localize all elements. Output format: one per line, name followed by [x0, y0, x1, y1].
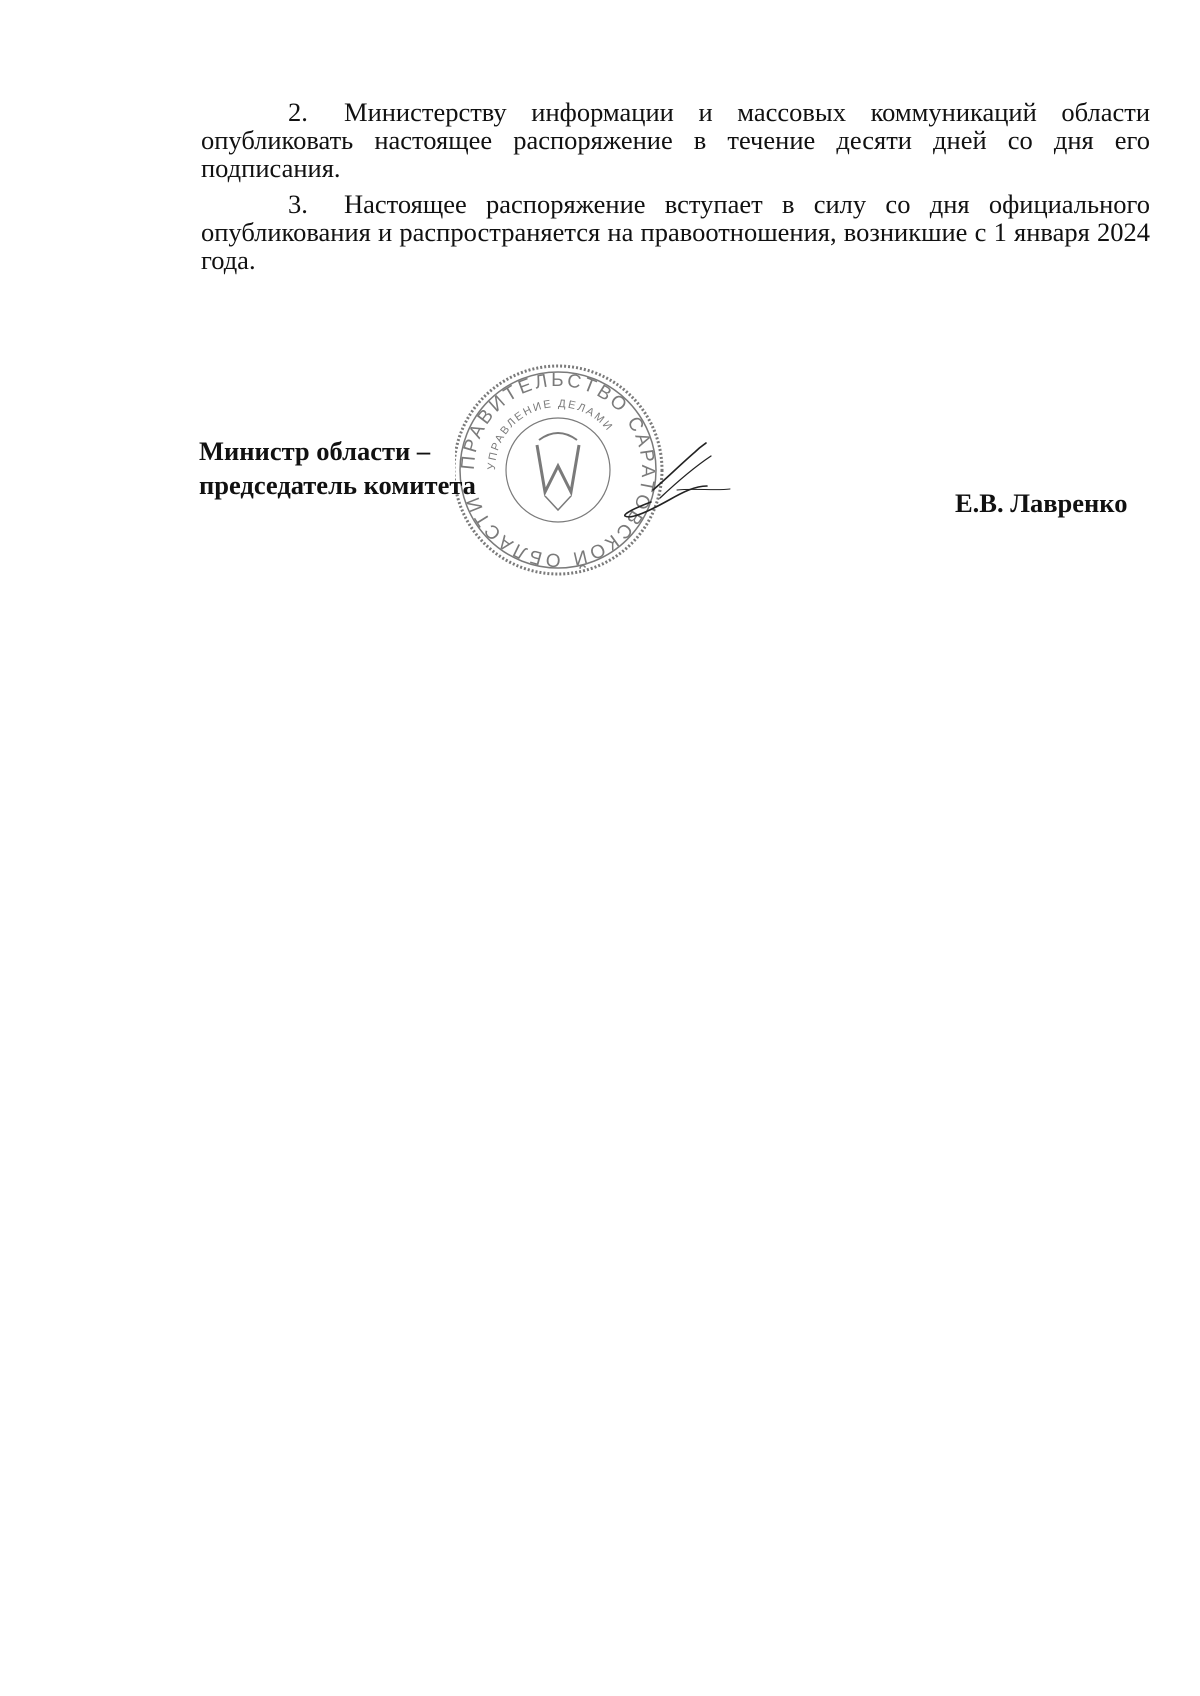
official-seal-stamp [455, 340, 795, 610]
paragraph-2 [201, 98, 1150, 182]
signatory-position-line-1: Министр области – [199, 436, 431, 466]
seal-outer-text: ПРАВИТЕЛЬСТВО САРАТОВСКОЙ ОБЛАСТИ [457, 369, 659, 571]
paragraph-text: Министерству информации и массовых коммуникаций области опубликовать настоящее распоряжение в течение десяти дней со дня его подписания. [201, 97, 1150, 183]
paragraph-text: Настоящее распоряжение вступает в силу со дня официального опубликования и распространяется на правоотношения, возникшие с 1 января 2024 года. [201, 189, 1150, 275]
paragraph-3 [201, 190, 1150, 274]
signatory-position [199, 434, 476, 502]
document-body [201, 98, 1150, 282]
paragraph-number: 2. [288, 97, 308, 127]
paragraph-number: 3. [288, 189, 308, 219]
signatory-position-line-2: председатель комитета [199, 470, 476, 500]
seal-inner-text: УПРАВЛЕНИЕ ДЕЛАМИ [485, 397, 616, 471]
signatory-name: Е.В. Лавренко [955, 488, 1128, 518]
